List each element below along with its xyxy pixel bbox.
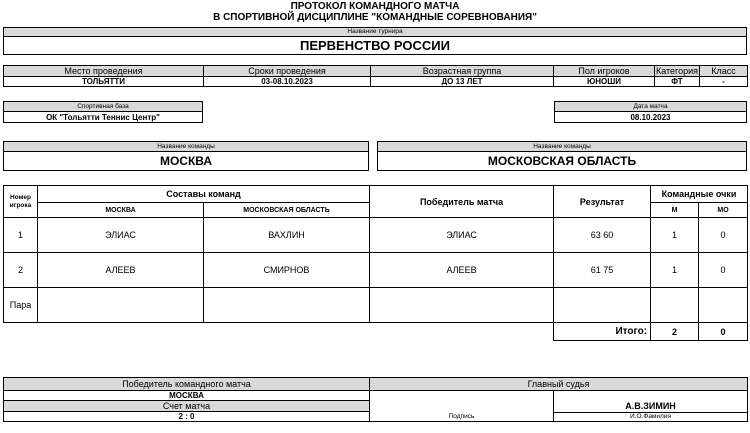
age-label: Возрастная группа [371,66,554,77]
m-column-header: М [651,203,699,218]
category-label: Категория [655,66,699,76]
row-number: 1 [4,218,38,253]
title-line-2: В СПОРТИВНОЙ ДИСЦИПЛИНЕ "КОМАНДНЫЕ СОРЕВНОВАНИЯ" [213,12,537,23]
signature-cell [370,391,554,422]
referee-label: Главный судья [370,378,748,391]
row-winner: ЭЛИАС [370,218,554,253]
winner-label: Победитель командного матча [4,378,370,391]
total-label: Итого: [554,323,651,341]
row-player1: ЭЛИАС [38,218,204,253]
info-table [3,65,748,87]
row-mo: 0 [699,253,748,288]
dates-value: 03-08.10.2023 [204,77,371,87]
match-date-value: 08.10.2023 [555,112,747,123]
tournament-box [3,27,747,55]
team1-label: Название команды [4,142,368,152]
points-header: Командные очки [651,186,748,203]
gender-label: Пол игроков [554,66,655,77]
row-number: 2 [4,253,38,288]
row-winner [370,288,554,323]
row-number: Пара [4,288,38,323]
team1-column-header: МОСКВА [38,203,204,218]
dates-label: Сроки проведения [204,66,371,77]
match-date-box [554,101,747,123]
row-player2: СМИРНОВ [204,253,370,288]
table-row [4,253,748,288]
age-value: ДО 13 ЛЕТ [371,77,554,87]
footer-table [3,377,748,422]
tournament-name: ПЕРВЕНСТВО РОССИИ [299,38,450,53]
row-result: 63 60 [554,218,651,253]
signature-label: Подпись [448,413,475,420]
sport-base-box [3,101,203,123]
gender-value: ЮНОШИ [554,77,655,87]
title-line-1: ПРОТОКОЛ КОМАНДНОГО МАТЧА [290,1,460,12]
match-table [3,185,748,341]
row-player1 [38,288,204,323]
protocol-title [0,1,750,23]
venue-label: Место проведения [4,66,204,77]
row-player2: ВАХЛИН [204,218,370,253]
team2-column-header: МОСКОВСКАЯ ОБЛАСТЬ [204,203,370,218]
name-caption: И.О.Фамилия [630,413,671,420]
row-result: 61 75 [554,253,651,288]
number-header-text: Номер игрока [9,193,32,209]
team2-name: МОСКОВСКАЯ ОБЛАСТЬ [487,154,637,168]
score-value: 2 : 0 [4,412,370,422]
category-value: ФТ [655,77,700,87]
row-player2 [204,288,370,323]
mo-column-header: МО [699,203,748,218]
row-mo: 0 [699,218,748,253]
team1-box [3,141,369,171]
tournament-label: Название турнира [4,28,746,37]
referee-cell [554,391,748,422]
result-header: Результат [554,186,651,218]
sport-base-label: Спортивная база [4,102,203,112]
referee-name: А.В.ЗИМИН [554,401,747,413]
total-row [4,323,748,341]
lineups-header: Составы команд [38,186,370,203]
row-player1: АЛЕЕВ [38,253,204,288]
score-label: Счет матча [4,401,370,412]
number-header [4,186,38,218]
winner-header: Победитель матча [370,186,554,218]
row-m [651,288,699,323]
team2-box [377,141,747,171]
team2-label: Название команды [378,142,746,152]
total-m: 2 [651,323,699,341]
class-label: Класс [700,66,748,77]
team1-name: МОСКВА [159,154,213,168]
table-row [4,218,748,253]
row-winner: АЛЕЕВ [370,253,554,288]
row-m: 1 [651,253,699,288]
row-result [554,288,651,323]
venue-value: ТОЛЬЯТТИ [4,77,204,87]
match-date-label: Дата матча [555,102,747,112]
winner-value: МОСКВА [4,391,370,401]
row-m: 1 [651,218,699,253]
table-row [4,288,748,323]
sport-base-value: ОК "Тольятти Теннис Центр" [4,112,203,123]
row-mo [699,288,748,323]
class-value: - [700,77,748,87]
total-mo: 0 [699,323,748,341]
